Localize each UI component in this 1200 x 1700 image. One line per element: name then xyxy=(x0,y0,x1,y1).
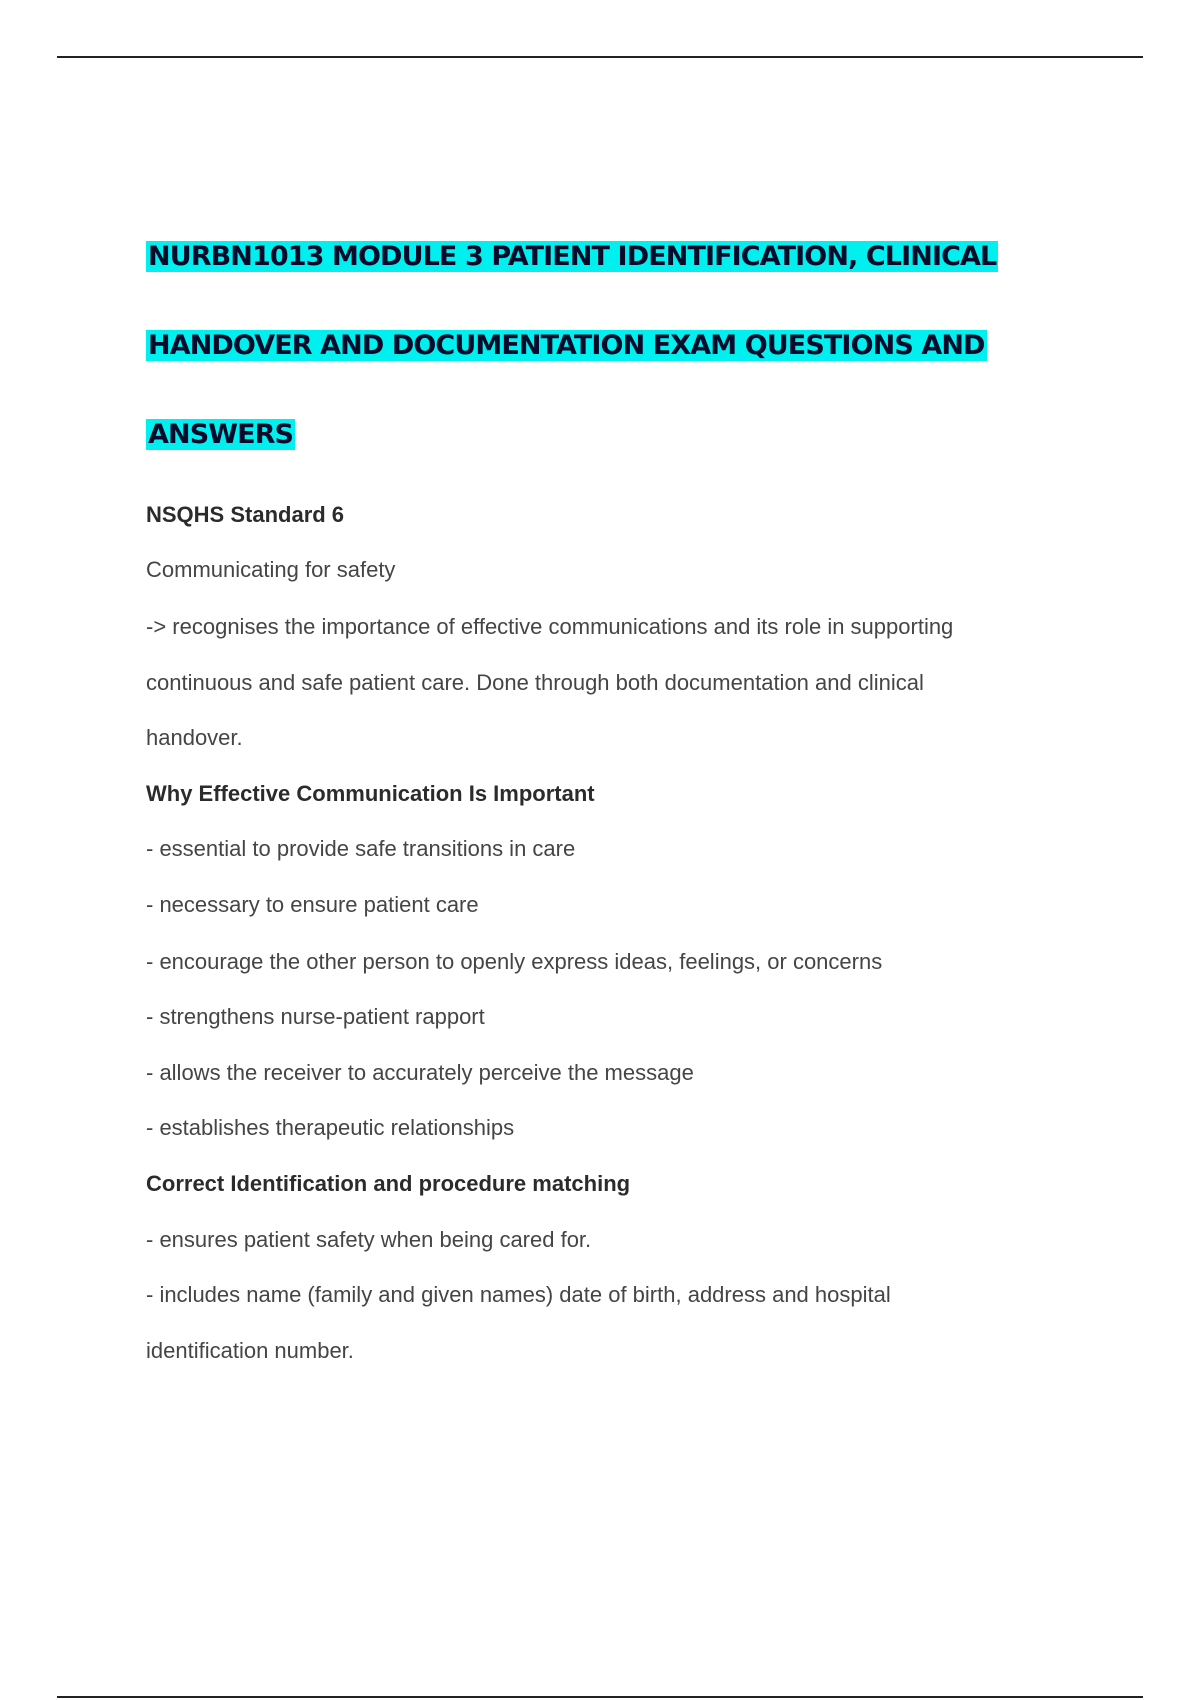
document-title-line-1: NURBN1013 MODULE 3 PATIENT IDENTIFICATION, CLINICAL xyxy=(148,241,997,272)
document-title-line-3: ANSWERS xyxy=(148,419,294,450)
list-item: - strengthens nurse-patient rapport xyxy=(146,1004,485,1029)
body-line: handover. xyxy=(146,725,243,750)
body-line: -> recognises the importance of effective communications and its role in supporting xyxy=(146,614,954,639)
header-rule xyxy=(57,56,1143,58)
section-subtitle: Communicating for safety xyxy=(146,557,396,582)
footer-rule xyxy=(57,1696,1143,1698)
section-heading-nsqhs: NSQHS Standard 6 xyxy=(146,502,345,527)
list-item: - necessary to ensure patient care xyxy=(146,892,479,917)
body-line: - ensures patient safety when being cared for. xyxy=(146,1227,592,1252)
body-line: identification number. xyxy=(146,1338,354,1363)
section-heading-communication: Why Effective Communication Is Important xyxy=(146,781,595,806)
list-item: - establishes therapeutic relationships xyxy=(146,1115,515,1140)
list-item: - allows the receiver to accurately perceive the message xyxy=(146,1060,694,1085)
list-item: - essential to provide safe transitions in care xyxy=(146,836,576,861)
list-item: - encourage the other person to openly express ideas, feelings, or concerns xyxy=(146,949,883,974)
body-line: continuous and safe patient care. Done through both documentation and clinical xyxy=(146,670,924,695)
section-heading-identification: Correct Identification and procedure matching xyxy=(146,1171,631,1196)
document-title-line-2: HANDOVER AND DOCUMENTATION EXAM QUESTIONS AND xyxy=(148,330,985,361)
body-line: - includes name (family and given names) date of birth, address and hospital xyxy=(146,1282,891,1307)
